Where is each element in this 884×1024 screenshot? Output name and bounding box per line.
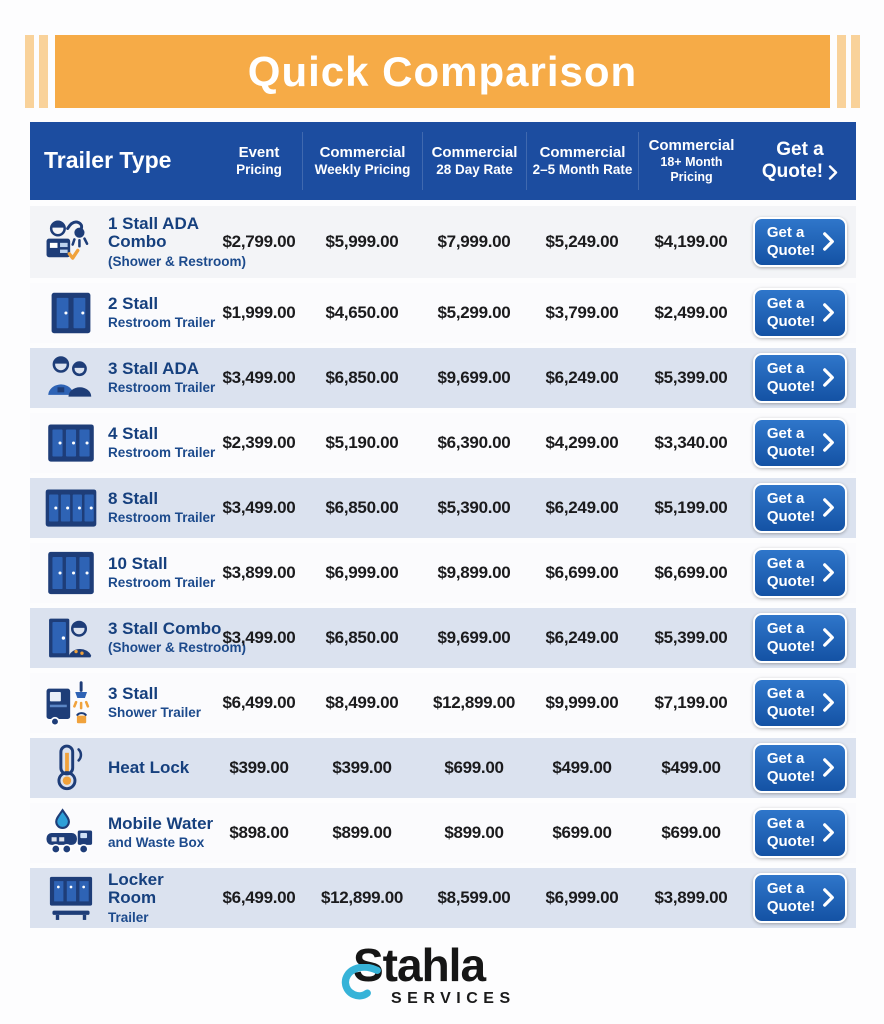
banner-stripe xyxy=(25,35,34,108)
price-weekly: $399.00 xyxy=(332,758,392,777)
price-weekly: $12,899.00 xyxy=(320,888,404,907)
price-weekly: $6,850.00 xyxy=(325,368,399,387)
header-label-line2: 18+ Month Pricing xyxy=(660,155,723,184)
price-28-day: $5,390.00 xyxy=(437,498,511,517)
table-row xyxy=(30,413,856,473)
chevron-right-icon xyxy=(822,888,835,907)
trailer-type-cell xyxy=(30,871,216,925)
table-row xyxy=(30,348,856,408)
get-a-quote-button[interactable]: Get a Quote! xyxy=(753,743,847,793)
get-a-quote-button[interactable]: Get a Quote! xyxy=(753,808,847,858)
lockers-icon xyxy=(42,872,100,924)
trailer-type-cell xyxy=(30,352,216,404)
table-row xyxy=(30,738,856,798)
trailer-name: 8 Stall xyxy=(108,489,159,509)
trailer-name: 4 Stall xyxy=(108,424,159,444)
banner-stripe xyxy=(39,35,48,108)
get-a-quote-button[interactable]: Get a Quote! xyxy=(753,288,847,338)
chevron-right-icon xyxy=(822,693,835,712)
trailer-type-cell xyxy=(30,742,216,794)
column-header-commercial-2-5month xyxy=(526,132,638,190)
banner xyxy=(25,35,860,108)
banner-stripe xyxy=(851,35,860,108)
price-event: $6,499.00 xyxy=(222,693,296,712)
shower-trailer-icon xyxy=(42,677,100,729)
price-2-5-month: $4,299.00 xyxy=(545,433,619,452)
get-a-quote-button[interactable]: Get a Quote! xyxy=(753,483,847,533)
door-3-tall-icon xyxy=(42,547,100,599)
price-event: $3,499.00 xyxy=(222,498,296,517)
price-weekly: $5,190.00 xyxy=(325,433,399,452)
banner-stripe xyxy=(837,35,846,108)
price-28-day: $5,299.00 xyxy=(437,303,511,322)
header-label-line1: Get a xyxy=(776,138,824,160)
get-a-quote-button[interactable]: Get a Quote! xyxy=(753,678,847,728)
price-2-5-month: $9,999.00 xyxy=(545,693,619,712)
trailer-subtitle: Shower Trailer xyxy=(108,705,202,721)
table-row xyxy=(30,608,856,668)
price-28-day: $9,899.00 xyxy=(437,563,511,582)
price-event: $2,399.00 xyxy=(222,433,296,452)
trailer-name: Heat Lock xyxy=(108,757,190,777)
door-person-icon xyxy=(42,612,100,664)
price-weekly: $899.00 xyxy=(332,823,392,842)
price-event: $3,499.00 xyxy=(222,628,296,647)
price-28-day: $9,699.00 xyxy=(437,368,511,387)
column-header-commercial-18month xyxy=(638,132,744,190)
header-label-line1: Event xyxy=(238,144,280,162)
price-event: $6,499.00 xyxy=(222,888,296,907)
door-4-icon xyxy=(42,482,100,534)
price-2-5-month: $6,999.00 xyxy=(545,888,619,907)
trailer-type-cell xyxy=(30,612,247,664)
table-row xyxy=(30,673,856,733)
trailer-subtitle: Restroom Trailer xyxy=(108,380,216,396)
trailer-subtitle: Restroom Trailer xyxy=(108,315,216,331)
banner-title-bar xyxy=(55,35,830,108)
chevron-right-icon xyxy=(822,823,835,842)
get-a-quote-button[interactable]: Get a Quote! xyxy=(753,873,847,923)
price-28-day: $8,599.00 xyxy=(437,888,511,907)
get-a-quote-button[interactable]: Get a Quote! xyxy=(753,548,847,598)
price-weekly: $6,850.00 xyxy=(325,498,399,517)
header-label-line2: Quote! xyxy=(761,161,824,182)
price-2-5-month: $6,249.00 xyxy=(545,498,619,517)
door-3-icon xyxy=(42,417,100,469)
trailer-type-cell xyxy=(30,482,216,534)
ada-shower-person-icon xyxy=(42,216,100,268)
people-2-icon xyxy=(42,352,100,404)
column-header-get-a-quote xyxy=(744,132,856,190)
water-truck-icon xyxy=(42,807,100,859)
table-row xyxy=(30,803,856,863)
get-a-quote-button[interactable]: Get a Quote! xyxy=(753,418,847,468)
price-18-month: $5,399.00 xyxy=(654,628,728,647)
get-a-quote-button[interactable]: Get a Quote! xyxy=(753,353,847,403)
price-2-5-month: $499.00 xyxy=(552,758,612,777)
price-28-day: $6,390.00 xyxy=(437,433,511,452)
price-weekly: $8,499.00 xyxy=(325,693,399,712)
header-label-line2: 2–5 Month Rate xyxy=(532,161,633,177)
trailer-type-cell xyxy=(30,213,247,269)
price-2-5-month: $5,249.00 xyxy=(545,232,619,251)
price-2-5-month: $699.00 xyxy=(552,823,612,842)
price-28-day: $7,999.00 xyxy=(437,232,511,251)
trailer-subtitle: (Shower & Restroom) xyxy=(108,253,247,269)
chevron-right-icon xyxy=(828,165,838,180)
header-label-line2: Weekly Pricing xyxy=(314,161,411,177)
header-label-line2: 28 Day Rate xyxy=(436,161,513,177)
footer xyxy=(0,939,884,1008)
price-18-month: $2,499.00 xyxy=(654,303,728,322)
price-28-day: $9,699.00 xyxy=(437,628,511,647)
header-label-line1: Commercial xyxy=(539,144,626,162)
price-18-month: $3,899.00 xyxy=(654,888,728,907)
trailer-subtitle: (Shower & Restroom) xyxy=(108,640,247,656)
price-weekly: $6,850.00 xyxy=(325,628,399,647)
trailer-name: Locker Room xyxy=(108,869,164,908)
trailer-type-cell xyxy=(30,547,216,599)
trailer-subtitle: Restroom Trailer xyxy=(108,575,216,591)
price-event: $399.00 xyxy=(229,758,289,777)
trailer-subtitle: Restroom Trailer xyxy=(108,445,216,461)
chevron-right-icon xyxy=(822,628,835,647)
table-row xyxy=(30,868,856,928)
table-header-row xyxy=(30,122,856,200)
column-header-commercial-weekly xyxy=(302,132,422,190)
price-28-day: $12,899.00 xyxy=(432,693,516,712)
trailer-name: Mobile Water xyxy=(108,814,214,834)
price-2-5-month: $3,799.00 xyxy=(545,303,619,322)
price-18-month: $7,199.00 xyxy=(654,693,728,712)
price-event: $3,499.00 xyxy=(222,368,296,387)
price-18-month: $499.00 xyxy=(661,758,721,777)
price-18-month: $699.00 xyxy=(661,823,721,842)
comparison-table xyxy=(30,122,856,928)
page-title: Quick Comparison xyxy=(247,47,638,95)
chevron-right-icon xyxy=(822,498,835,517)
price-event: $1,999.00 xyxy=(222,303,296,322)
table-row xyxy=(30,283,856,343)
brand-subtitle: SERVICES xyxy=(391,990,516,1007)
trailer-subtitle: Restroom Trailer xyxy=(108,510,216,526)
column-header-trailer-type xyxy=(30,132,216,190)
trailer-type-cell xyxy=(30,417,216,469)
column-header-commercial-28day xyxy=(422,132,526,190)
price-18-month: $4,199.00 xyxy=(654,232,728,251)
column-header-event-pricing xyxy=(216,132,302,190)
stahla-logo xyxy=(327,939,557,1008)
header-label-line1: Commercial xyxy=(319,144,406,162)
trailer-type-cell xyxy=(30,677,216,729)
chevron-right-icon xyxy=(822,232,835,251)
chevron-right-icon xyxy=(822,303,835,322)
price-18-month: $3,340.00 xyxy=(654,433,728,452)
door-2-icon xyxy=(42,287,100,339)
trailer-subtitle: Trailer xyxy=(108,909,149,925)
chevron-right-icon xyxy=(822,368,835,387)
trailer-name: 3 Stall Combo xyxy=(108,619,222,639)
get-a-quote-button[interactable]: Get a Quote! xyxy=(753,613,847,663)
get-a-quote-button[interactable]: Get a Quote! xyxy=(753,217,847,267)
header-label-line2: Pricing xyxy=(236,161,282,177)
price-event: $898.00 xyxy=(229,823,289,842)
header-label-line1: Commercial xyxy=(431,144,518,162)
trailer-name: 2 Stall xyxy=(108,294,159,314)
trailer-name: 3 Stall xyxy=(108,684,159,704)
trailer-type-cell xyxy=(30,287,216,339)
price-28-day: $699.00 xyxy=(444,758,504,777)
trailer-subtitle: and Waste Box xyxy=(108,835,205,851)
price-event: $3,899.00 xyxy=(222,563,296,582)
price-2-5-month: $6,699.00 xyxy=(545,563,619,582)
price-18-month: $6,699.00 xyxy=(654,563,728,582)
thermometer-icon xyxy=(42,742,100,794)
price-18-month: $5,399.00 xyxy=(654,368,728,387)
trailer-name: 10 Stall xyxy=(108,554,168,574)
header-label-line1: Trailer Type xyxy=(44,147,172,174)
table-row xyxy=(30,206,856,278)
table-row xyxy=(30,543,856,603)
chevron-right-icon xyxy=(822,433,835,452)
trailer-name: 1 Stall ADA Combo xyxy=(108,213,199,252)
logo-swirl-icon xyxy=(337,964,383,1004)
price-28-day: $899.00 xyxy=(444,823,504,842)
price-weekly: $5,999.00 xyxy=(325,232,399,251)
price-weekly: $6,999.00 xyxy=(325,563,399,582)
table-body xyxy=(30,206,856,928)
trailer-type-cell xyxy=(30,807,216,859)
price-2-5-month: $6,249.00 xyxy=(545,368,619,387)
price-event: $2,799.00 xyxy=(222,232,296,251)
price-2-5-month: $6,249.00 xyxy=(545,628,619,647)
brand-name: Stahla xyxy=(353,939,486,991)
chevron-right-icon xyxy=(822,563,835,582)
price-18-month: $5,199.00 xyxy=(654,498,728,517)
table-row xyxy=(30,478,856,538)
trailer-name: 3 Stall ADA xyxy=(108,359,200,379)
chevron-right-icon xyxy=(822,758,835,777)
header-label-line1: Commercial xyxy=(648,137,735,155)
price-weekly: $4,650.00 xyxy=(325,303,399,322)
